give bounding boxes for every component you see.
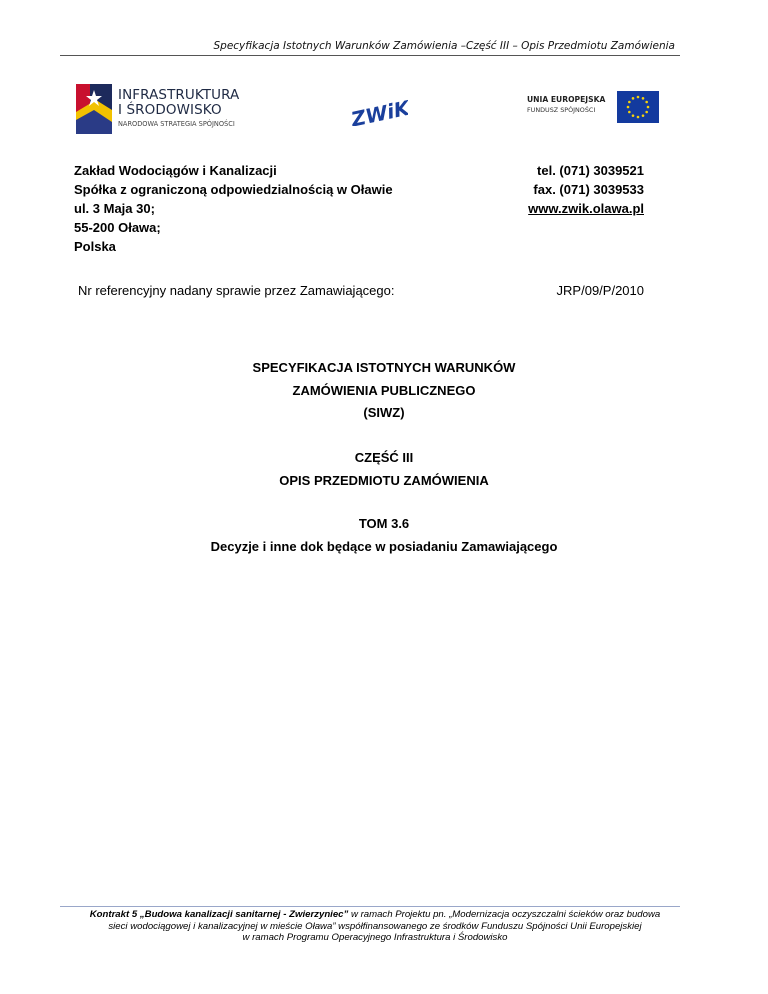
- title-abbreviation: (SIWZ): [363, 405, 405, 420]
- infrastruktura-emblem-icon: [72, 82, 116, 136]
- zwik-wordmark-icon: [348, 94, 408, 126]
- page-footer: [60, 909, 690, 944]
- eu-star: [637, 96, 640, 99]
- eu-star: [632, 97, 635, 100]
- header-divider: [60, 55, 680, 56]
- eu-cohesion-fund-logo: [527, 89, 661, 125]
- eu-star: [642, 97, 645, 100]
- part-name: OPIS PRZEDMIOTU ZAMÓWIENIA: [279, 473, 489, 488]
- eu-star: [647, 106, 650, 109]
- part-number: CZĘŚĆ III: [354, 450, 414, 465]
- running-header: Specyfikacja Istotnych Warunków Zamówienia –Część III – Opis Przedmiotu Zamówienia: [213, 40, 675, 52]
- company-contact: [528, 161, 644, 218]
- eu-star: [632, 114, 635, 117]
- infrastruktura-logo: [72, 82, 272, 136]
- zwik-logo: [348, 94, 408, 126]
- contact-phone: tel. (071) 3039521: [537, 163, 644, 178]
- eu-line1: UNIA EUROPEJSKA: [527, 95, 606, 104]
- address-city: 55-200 Oława;: [74, 220, 161, 235]
- reference-label: Nr referencyjny nadany sprawie przez Zamawiającego:: [78, 283, 395, 298]
- address-country: Polska: [74, 239, 116, 254]
- footer-divider: [60, 906, 680, 907]
- infrastruktura-line1: INFRASTRUKTURA: [118, 87, 240, 103]
- eu-star: [628, 111, 631, 114]
- eu-flag-icon: [617, 91, 659, 123]
- zwik-wordmark: ZWiK: [348, 95, 408, 126]
- footer-line-3: w ramach Programu Operacyjnego Infrastruktura i Środowisko: [242, 932, 508, 943]
- eu-star: [645, 101, 648, 104]
- eu-star: [642, 114, 645, 117]
- company-address: [74, 161, 393, 256]
- contact-fax: fax. (071) 3039533: [533, 182, 644, 197]
- eu-star: [645, 111, 648, 114]
- eu-star: [627, 106, 630, 109]
- eu-text: [527, 95, 605, 115]
- title-line-1: SPECYFIKACJA ISTOTNYCH WARUNKÓW: [252, 360, 516, 375]
- eu-star: [637, 116, 640, 119]
- infrastruktura-line2: I ŚRODOWISKO: [118, 102, 222, 118]
- address-street: ul. 3 Maja 30;: [74, 201, 155, 216]
- reference-number: JRP/09/P/2010: [556, 283, 644, 298]
- volume-name: Decyzje i inne dok będące w posiadaniu Zamawiającego: [210, 539, 558, 554]
- address-company-name: Zakład Wodociągów i Kanalizacji: [74, 163, 277, 178]
- infrastruktura-subtitle: NARODOWA STRATEGIA SPÓJNOŚCI: [118, 120, 235, 128]
- footer-line-1: [60, 909, 690, 921]
- footer-contract-name: Kontrakt 5 „Budowa kanalizacji sanitarnej - Zwierzyniec”: [89, 909, 349, 920]
- infrastruktura-title: [118, 88, 239, 118]
- footer-line-2: sieci wodociągowej i kanalizacyjnej w mieście Oława” współfinansowanego ze środków Funduszu Spójności Unii Europejskiej: [108, 920, 642, 932]
- contact-website-link[interactable]: www.zwik.olawa.pl: [528, 201, 644, 216]
- eu-star: [628, 101, 631, 104]
- footer-line-1-rest: w ramach Projektu pn. „Modernizacja oczyszczalni ścieków oraz budowa: [348, 909, 661, 920]
- title-line-2: ZAMÓWIENIA PUBLICZNEGO: [292, 383, 476, 398]
- volume-number: TOM 3.6: [358, 516, 410, 531]
- eu-line2: FUNDUSZ SPÓJNOŚCI: [527, 106, 596, 114]
- address-company-type: Spółka z ograniczoną odpowiedzialnością w Oławie: [74, 182, 393, 197]
